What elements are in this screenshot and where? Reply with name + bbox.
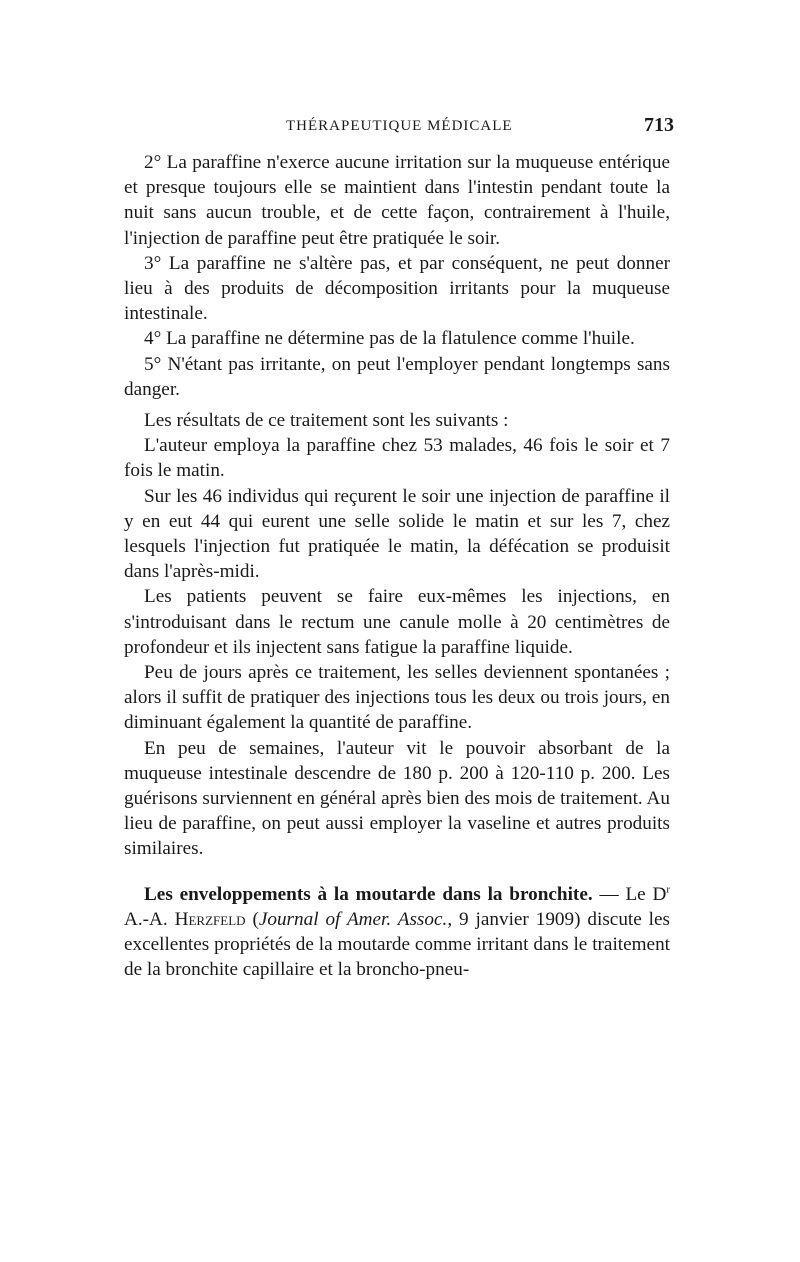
author-name: A.-A. Herzfeld (124, 908, 246, 930)
section-paragraph (124, 882, 670, 983)
paragraph: 4° La paraffine ne détermine pas de la flatulence comme l'huile. (144, 328, 635, 350)
section-intro: Le D (625, 883, 667, 905)
paragraph: 2° La paraffine n'exerce aucune irritation sur la muqueuse entérique et presque toujours elle se maintient dans l'intestin pendant toute la nuit sans aucun trouble, et de cette façon, contrairement à l'huile, l'injection de paraffine peut être pratiquée le soir. (124, 152, 670, 249)
paragraph: Les résultats de ce traitement sont les suivants : (144, 410, 509, 432)
book-page (124, 112, 674, 1002)
paragraph: En peu de semaines, l'auteur vit le pouvoir absorbant de la muqueuse intestinale descendre de 180 p. 200 à 120-110 p. 200. Les guérisons surviennent en général après bien des mois de traitement. Au lieu de paraffine, on peut aussi employer la vaseline et autres produits similaires. (124, 737, 670, 860)
paragraph: 3° La paraffine ne s'altère pas, et par conséquent, ne peut donner lieu à des produits de décomposition irritants pour la muqueuse intestinale. (124, 252, 670, 325)
section-heading: Les enveloppements à la moutarde dans la bronchite. (144, 883, 593, 905)
paragraph: 5° N'étant pas irritante, on peut l'employer pendant longtemps sans danger. (124, 353, 670, 400)
paragraph: Peu de jours après ce traitement, les selles deviennent spontanées ; alors il suffit de pratiquer des injections tous les deux ou trois jours, en diminuant également la quantité de paraffine. (124, 662, 670, 734)
citation-date: , 9 janvier 1909) (447, 908, 581, 930)
doctor-abbrev-sup: r (666, 883, 671, 896)
running-head (124, 112, 674, 142)
heading-dash: — (592, 883, 626, 905)
paragraph: Les patients peuvent se faire eux-mêmes les injections, en s'introduisant dans le rectum une canule molle à 20 centimètres de profondeur et ils injectent sans fatigue la paraffine liquide. (124, 586, 670, 658)
page-number: 713 (644, 114, 674, 136)
journal-title: Journal of Amer. Assoc. (258, 908, 448, 930)
section-text: discute les excellentes propriétés de la moutarde comme irritant dans le traitement de la bronchite capillaire et la broncho-pneu- (124, 908, 670, 981)
paragraph: Sur les 46 individus qui reçurent le soir une injection de paraffine il y en eut 44 qui eurent une selle solide le matin et sur les 7, chez lesquels l'injection fut pratiquée le matin, la défécation se produisit dans l'après-midi. (124, 485, 670, 583)
paragraph: L'auteur employa la paraffine chez 53 malades, 46 fois le soir et 7 fois le matin. (124, 435, 670, 482)
running-title: THÉRAPEUTIQUE MÉDICALE (286, 118, 513, 134)
body-text (124, 150, 670, 862)
citation-open: ( (245, 908, 259, 930)
